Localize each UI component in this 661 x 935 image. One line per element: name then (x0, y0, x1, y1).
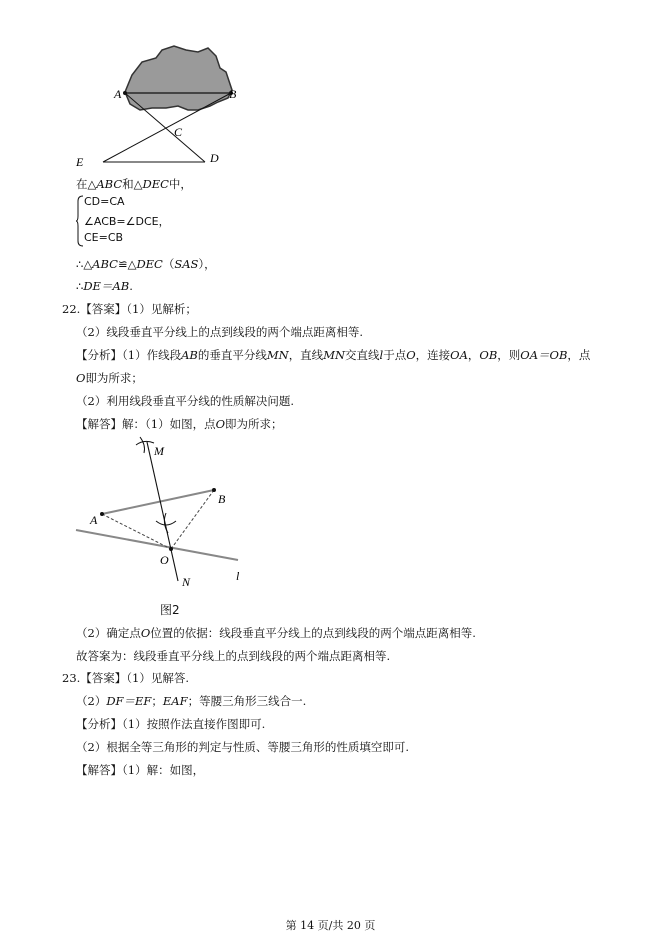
text: （1）作线段 (122, 348, 182, 362)
text: ABC (96, 177, 123, 191)
dashed-oa (102, 514, 171, 549)
text: DEC (136, 257, 163, 271)
text: DF＝EF (106, 694, 152, 708)
text: ， (467, 348, 480, 362)
q22-analysis-1-cont (76, 370, 143, 386)
text: AB (181, 348, 198, 362)
text: ，直线 (288, 348, 324, 362)
q23-answer (62, 670, 189, 686)
q23-analysis-2: （2）根据全等三角形的判定与性质、等腰三角形的性质填空即可. (76, 740, 409, 754)
figure-caption: 图2 (160, 603, 180, 617)
text: （1）见解答. (126, 671, 190, 685)
text: ； (151, 694, 163, 708)
left-brace (76, 195, 84, 247)
text: 即为所求； (225, 417, 283, 431)
text: DE＝AB (83, 279, 130, 293)
question-number: 23. (62, 671, 81, 685)
rock-shape (125, 46, 232, 110)
text: DEC (142, 177, 169, 191)
figure-perpendicular-bisector (70, 435, 260, 595)
text: （1）解：如图， (122, 763, 205, 777)
solution-tag: 【解答】 (76, 763, 122, 777)
q22-solution-1 (76, 416, 283, 432)
text: ABC (92, 257, 118, 271)
text: ，连接 (415, 348, 451, 362)
text: EAF (162, 694, 188, 708)
text: 解：（1）如图，点 (122, 417, 216, 431)
text: l (379, 348, 384, 362)
label-b: B (229, 87, 237, 101)
text: （ (162, 257, 175, 271)
label-m: M (154, 444, 164, 458)
arc-bottom-2 (164, 513, 168, 533)
text: （2） (76, 694, 107, 708)
condition-angle: ∠ACB=∠DCE， (84, 215, 170, 228)
label-d: D (210, 151, 219, 165)
text: 和△ (122, 177, 143, 191)
text: ；等腰三角形三线合一. (187, 694, 307, 708)
condition-system (76, 195, 216, 247)
text: MN (266, 348, 289, 362)
line-l (76, 530, 238, 560)
condition-ce-cb: CE=CB (84, 231, 124, 244)
solution-tag: 【解答】 (76, 417, 122, 431)
point-a (100, 512, 104, 516)
label-a: A (90, 513, 98, 527)
text: （2）确定点 (76, 626, 141, 640)
q23-answer-2 (76, 693, 306, 709)
text: O (76, 371, 86, 385)
text: MN (323, 348, 346, 362)
result-statement (76, 278, 133, 294)
proof-intro (76, 176, 192, 192)
page-footer: 第 14 页/共 20 页 (285, 919, 376, 932)
q22-analysis-2: （2）利用线段垂直平分线的性质解决问题. (76, 394, 294, 408)
q23-analysis-1 (76, 716, 265, 732)
label-c: C (174, 125, 183, 139)
point-b (212, 488, 216, 492)
text: 交直线 (345, 348, 380, 362)
text: OA (450, 348, 468, 362)
text: ，则 (497, 348, 521, 362)
label-e: E (76, 155, 84, 169)
arc-bottom-1 (156, 521, 176, 525)
text: （1）按照作法直接作图即可. (122, 717, 266, 731)
text: 即为所求； (85, 371, 143, 385)
analysis-tag: 【分析】 (76, 348, 122, 362)
q22-solution-2 (76, 625, 476, 641)
label-l: l (236, 569, 240, 583)
label-o: O (160, 553, 169, 567)
answer-tag: 【答案】 (80, 671, 127, 685)
text: O (215, 417, 226, 431)
figure-congruent-triangles (70, 40, 250, 170)
text: ∴ (76, 279, 84, 293)
label-a: A (114, 87, 122, 101)
q23-solution-1 (76, 762, 204, 778)
text: 于点 (383, 348, 407, 362)
text: O (406, 348, 416, 362)
congruence-statement (76, 256, 216, 272)
text: O (140, 626, 151, 640)
text: 中， (168, 177, 192, 191)
text: OA＝OB (520, 348, 568, 362)
text: ，点 (567, 348, 591, 362)
q22-answer (62, 301, 197, 317)
answer-tag: 【答案】 (80, 302, 127, 316)
text: 位置的依据：线段垂直平分线上的点到线段的两个端点距离相等. (150, 626, 476, 640)
label-n: N (182, 575, 191, 589)
text: （1）见解析； (126, 302, 197, 316)
text: ）， (198, 257, 216, 271)
text: . (129, 279, 133, 293)
text: ≌△ (117, 257, 137, 271)
text: SAS (174, 257, 199, 271)
text: OB (479, 348, 498, 362)
label-b: B (218, 492, 226, 506)
analysis-tag: 【分析】 (76, 717, 122, 731)
point-o (169, 547, 173, 551)
q22-analysis-1 (76, 347, 590, 363)
point-a (123, 91, 127, 95)
text: 在△ (76, 177, 97, 191)
arc-top-2 (140, 437, 145, 453)
q22-answer-2: （2）线段垂直平分线上的点到线段的两个端点距离相等. (76, 325, 363, 339)
q22-conclusion: 故答案为：线段垂直平分线上的点到线段的两个端点距离相等. (76, 649, 391, 663)
text: 的垂直平分线 (197, 348, 267, 362)
condition-cd-ca: CD=CA (84, 195, 125, 208)
arc-top-1 (136, 441, 154, 445)
question-number: 22. (62, 302, 81, 316)
text: ∴△ (76, 257, 93, 271)
